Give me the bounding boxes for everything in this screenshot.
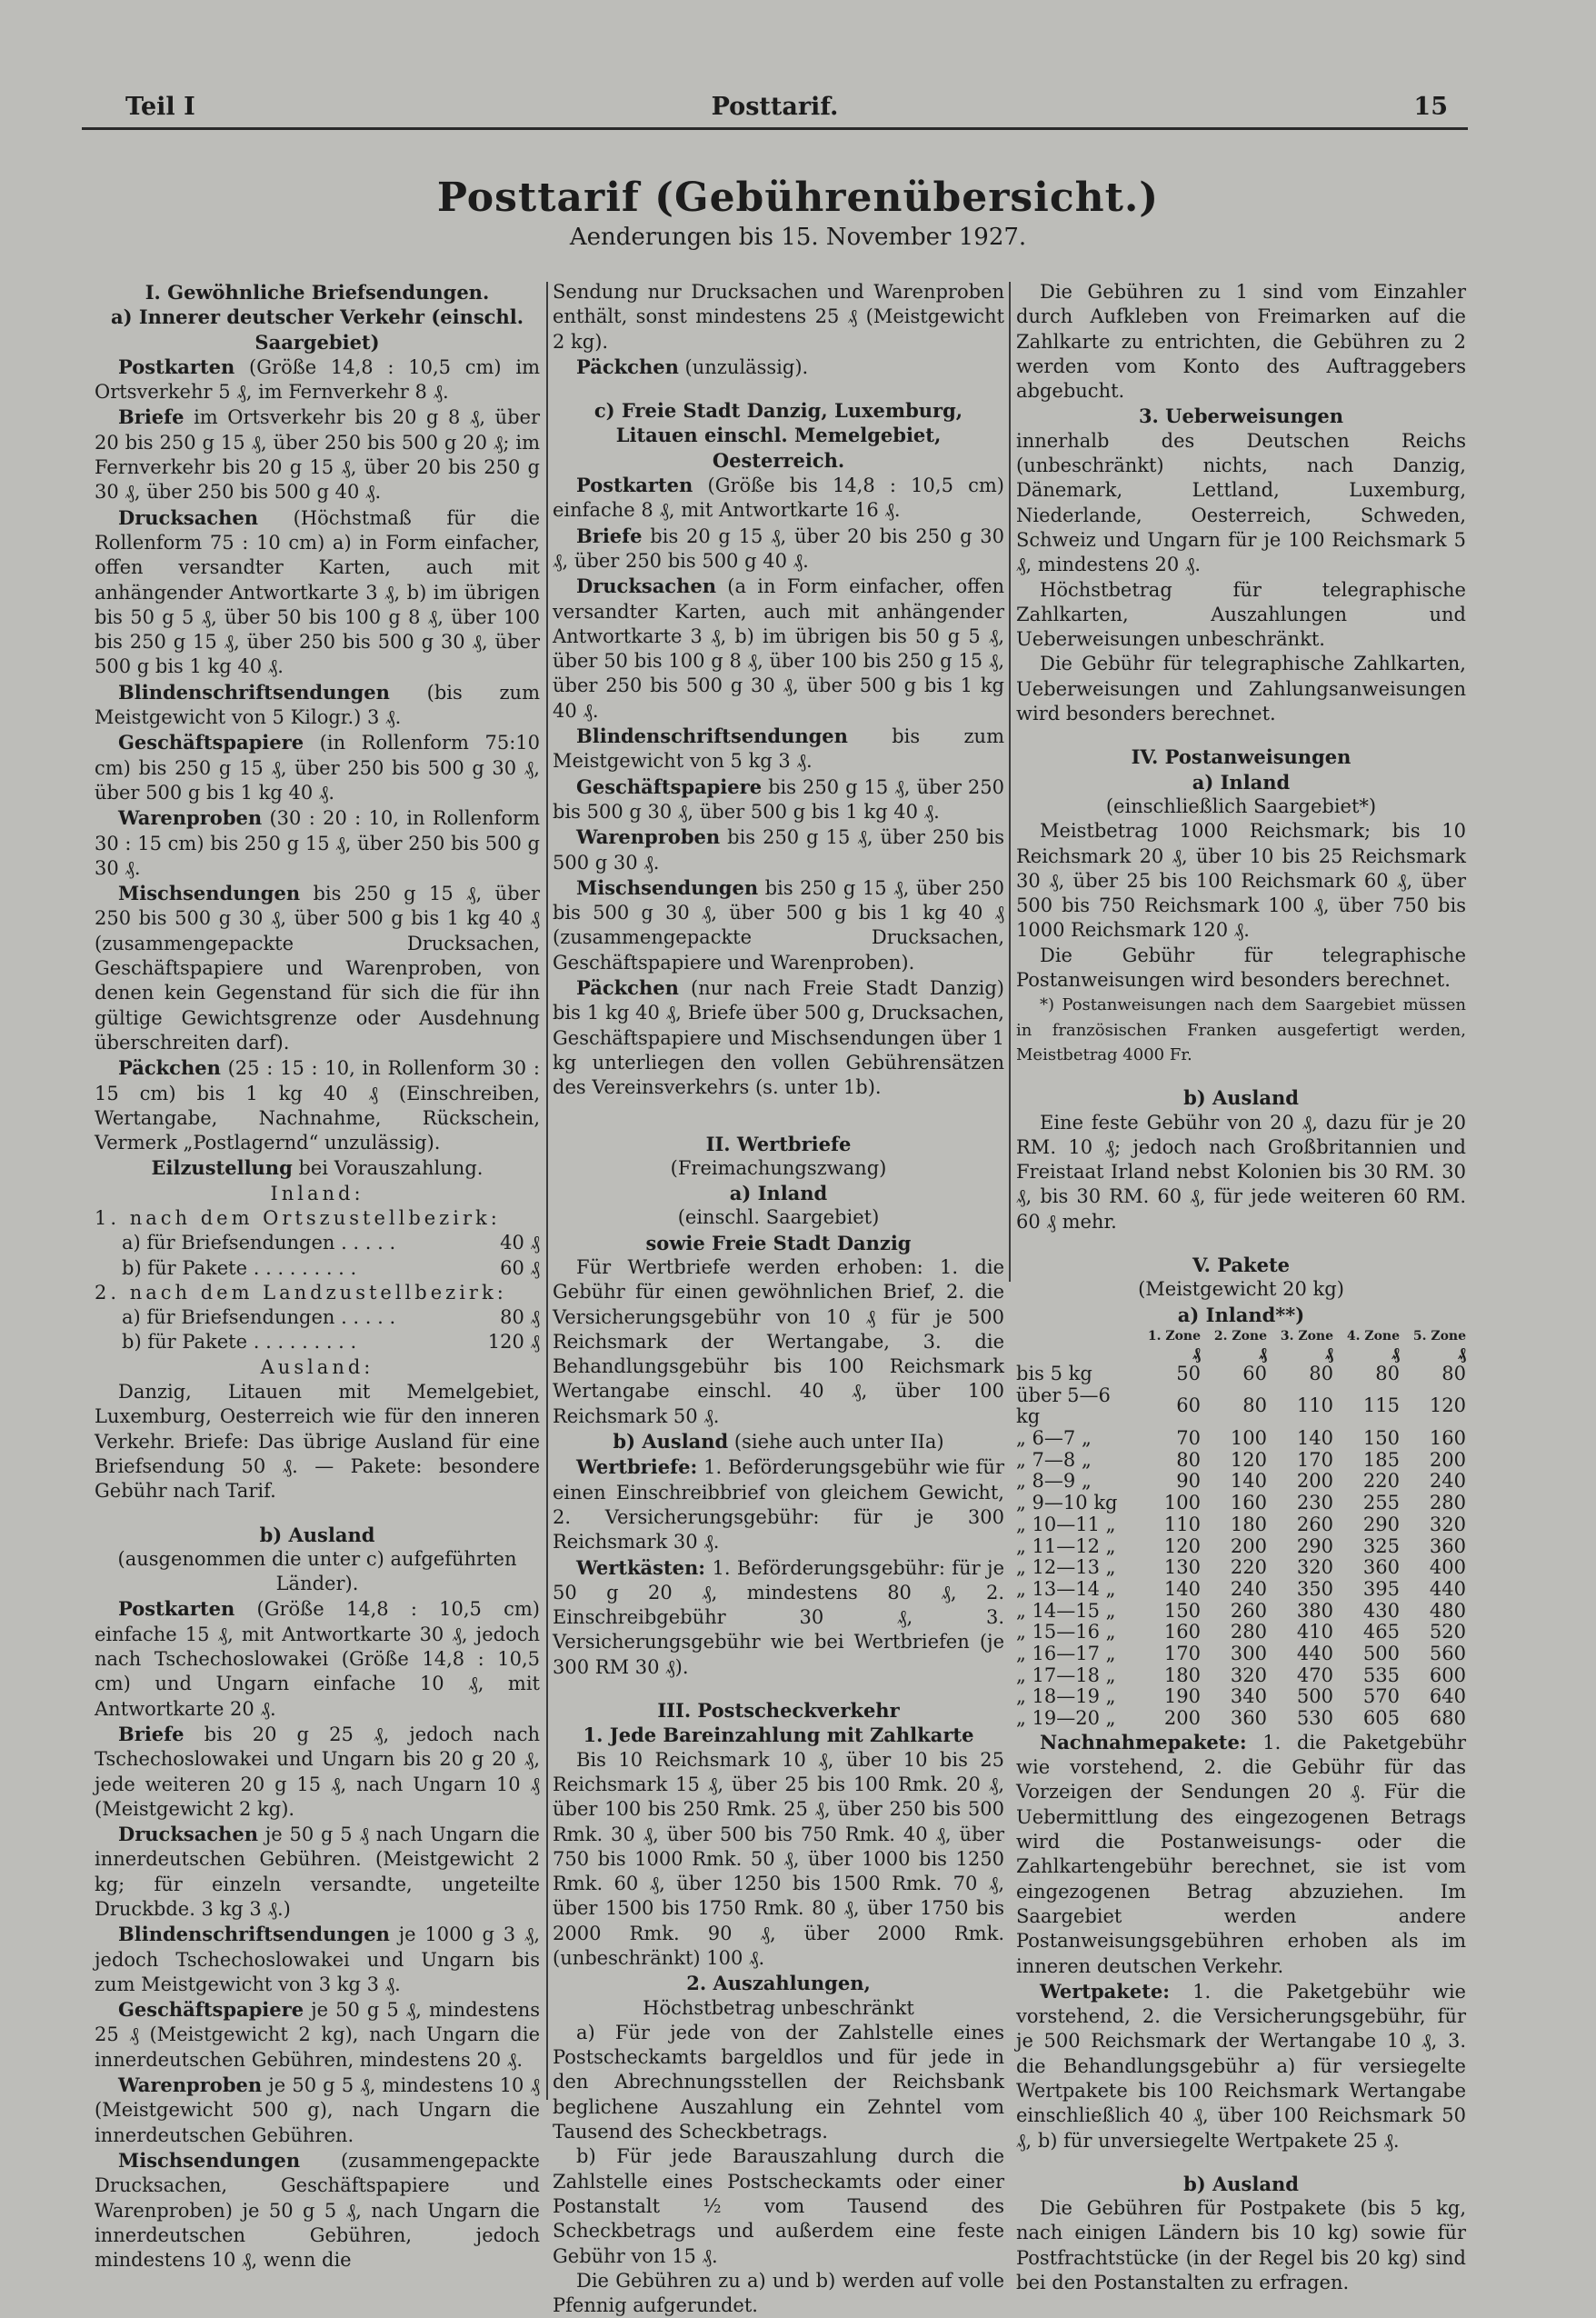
zone-fee: 560 xyxy=(1429,1643,1466,1665)
zone-fee: 140 xyxy=(1230,1470,1267,1493)
paragraph: Mischsendungen bis 250 g 15 ₰, über 250 bis 500 g 30 ₰, über 500 g bis 1 kg 40 ₰ (zusammengepackte Drucksachen, Geschäftspapiere und Warenproben). xyxy=(553,875,1004,974)
zone-fee: 440 xyxy=(1296,1643,1333,1665)
section-heading: II. Wertbriefe xyxy=(705,1132,852,1155)
paragraph: Postkarten (Größe 14,8 : 10,5 cm) im Ortsverkehr 5 ₰, im Fernverkehr 8 ₰. xyxy=(95,355,540,404)
weight-range: „ 13—14 „ xyxy=(1016,1577,1116,1600)
subsection-heading: b) Ausland xyxy=(259,1523,375,1546)
fee-row: a) für Briefsendungen . . . . . 40 ₰ xyxy=(122,1232,540,1254)
weight-range: „ 15—16 „ xyxy=(1016,1621,1116,1644)
running-header xyxy=(82,87,1468,130)
column-3 xyxy=(1016,280,1466,2295)
weight-range: bis 5 kg xyxy=(1016,1362,1092,1384)
paragraph: Die Gebühren zu 1 sind vom Einzahler durch Aufkleben von Freimarken auf die Zahlkarte zu entrichten, die Gebühren zu 2 werden vom Konto des Auftraggebers abgebucht. xyxy=(1016,281,1466,403)
subsection-note: (einschließlich Saargebiet*) xyxy=(1105,794,1377,817)
zone-fee: 100 xyxy=(1230,1426,1267,1449)
subsection-heading: 1. Jede Bareinzahlung mit Zahlkarte xyxy=(583,1724,974,1747)
weight-range: „ 11—12 „ xyxy=(1016,1534,1116,1557)
section-heading: IV. Postanweisungen xyxy=(1131,745,1352,769)
weight-range: „ 7—8 „ xyxy=(1016,1448,1092,1471)
paragraph: Die Gebühren für Postpakete (bis 5 kg, nach einigen Ländern bis 10 kg) sowie für Postfrachtstücke (in der Regel bis 20 kg) sind bei den Postanstalten zu erfragen. xyxy=(1016,2197,1466,2294)
paragraph: Die Gebühren zu a) und b) werden auf volle Pfennig aufgerundet. xyxy=(553,2269,1004,2317)
unit-symbol: ₰ xyxy=(1192,1344,1201,1364)
paragraph: Blindenschriftsendungen bis zum Meistgewicht von 5 kg 3 ₰. xyxy=(553,724,1004,773)
paragraph: Sendung nur Drucksachen und Warenproben enthält, sonst mindestens 25 ₰ (Meistgewicht 2 kg). xyxy=(553,281,1004,353)
section-note: (Meistgewicht 20 kg) xyxy=(1138,1278,1344,1301)
unit-symbol: ₰ xyxy=(1458,1344,1466,1364)
zone-fee: 180 xyxy=(1230,1513,1267,1535)
zone-fee: 50 xyxy=(1176,1362,1201,1384)
zone-fee: 160 xyxy=(1230,1492,1267,1514)
list-item: 1. nach dem Ortszustellbezirk: xyxy=(95,1206,501,1229)
zone-fee: 570 xyxy=(1362,1685,1400,1708)
zone-header: 5. Zone xyxy=(1412,1328,1466,1344)
paragraph: Drucksachen (a in Form einfacher, offen versandter Karten, auch mit anhängender Antwortkarte 3 ₰, b) im übrigen bis 50 g 5 ₰, über 50 bis 100 g 8 ₰, über 100 bis 250 g 15 ₰, über 250 bis 500 g 30 ₰, über 500 g bis 1 kg 40 ₰. xyxy=(553,575,1004,722)
zone-fee: 110 xyxy=(1296,1394,1333,1417)
table-row xyxy=(1016,1428,1466,1450)
subsection-note: Höchstbetrag unbeschränkt xyxy=(643,1996,914,2019)
zone-fee: 140 xyxy=(1296,1426,1333,1449)
paragraph: Geschäftspapiere bis 250 g 15 ₰, über 250 bis 500 g 30 ₰, über 500 g bis 1 kg 40 ₰. xyxy=(553,774,1004,823)
subsection-heading: a) Innerer deutscher Verkehr (einschl. Saargebiet) xyxy=(110,305,524,354)
unit-symbol: ₰ xyxy=(1325,1344,1333,1364)
subsection-heading: 2. Auszahlungen, xyxy=(686,1972,871,1995)
subsection-heading: b) Ausland xyxy=(1183,2172,1299,2195)
zone-fee: 80 xyxy=(1441,1362,1466,1384)
zone-fee: 600 xyxy=(1429,1664,1466,1686)
header-title: Posttarif. xyxy=(711,93,839,121)
paragraph: Höchstbetrag für telegraphische Zahlkarten, Auszahlungen und Ueberweisungen unbeschränkt. xyxy=(1016,578,1466,651)
paragraph: Briefe bis 20 g 25 ₰, jedoch nach Tschechoslowakei und Ungarn bis 20 g 20 ₰, jede weiteren 20 g 15 ₰, nach Ungarn 10 ₰ (Meistgewicht 2 kg). xyxy=(95,1722,540,1820)
zone-fee: 170 xyxy=(1163,1643,1201,1665)
zone-fee: 200 xyxy=(1429,1448,1466,1471)
table-row xyxy=(1016,1686,1466,1708)
weight-range: über 5—6 kg xyxy=(1016,1384,1111,1428)
zone-fee: 200 xyxy=(1296,1470,1333,1493)
zone-fee: 260 xyxy=(1296,1513,1333,1535)
table-row xyxy=(1016,1471,1466,1493)
paragraph: Eilzustellung bei Vorauszahlung. xyxy=(151,1156,484,1180)
paragraph: Postkarten (Größe 14,8 : 10,5 cm) einfache 15 ₰, mit Antwortkarte 30 ₰, jedoch nach Tschechoslowakei (Größe 14,8 : 10,5 cm) und Ungarn einfache 10 ₰, mit Antwortkarte 20 ₰. xyxy=(95,1597,540,1720)
zone-fee: 680 xyxy=(1429,1707,1466,1730)
paragraph: Blindenschriftsendungen (bis zum Meistgewicht von 5 Kilogr.) 3 ₰. xyxy=(95,680,540,729)
paragraph: Drucksachen je 50 g 5 ₰ nach Ungarn die innerdeutschen Gebühren. (Meistgewicht 2 kg; für einzeln versandte, ungeteilte Druckbde. 3 kg 3 ₰.) xyxy=(95,1823,540,1920)
zone-header: 4. Zone xyxy=(1346,1328,1400,1344)
weight-range: „ 10—11 „ xyxy=(1016,1513,1116,1535)
paragraph: Wertpakete: 1. die Paketgebühr wie vorstehend, 2. die Versicherungsgebühr, für je 500 Reichsmark der Wertangabe 10 ₰, 3. die Behandlungsgebühr a) für versiegelte Wertpakete bis 100 Reichsmark Wertangabe einschließlich 40 ₰, über 100 Reichsmark 50 ₰, b) für unversiegelte Wertpakete 25 ₰. xyxy=(1016,1979,1466,2152)
paragraph: Meistbetrag 1000 Reichsmark; bis 10 Reichsmark 20 ₰, über 10 bis 25 Reichsmark 30 ₰, über 25 bis 100 Reichsmark 60 ₰, über 500 bis 750 Reichsmark 100 ₰, über 750 bis 1000 Reichsmark 120 ₰. xyxy=(1016,820,1466,942)
zone-fee: 605 xyxy=(1362,1707,1400,1730)
zone-fee: 230 xyxy=(1296,1492,1333,1514)
section-heading: I. Gewöhnliche Briefsendungen. xyxy=(145,281,490,304)
zone-fee: 110 xyxy=(1163,1513,1201,1535)
zone-fee: 220 xyxy=(1362,1470,1400,1493)
paragraph: Warenproben (30 : 20 : 10, in Rollenform 30 : 15 cm) bis 250 g 15 ₰, über 250 bis 500 g 30 ₰. xyxy=(95,806,540,879)
zone-fee: 380 xyxy=(1296,1599,1333,1622)
zone-fee: 360 xyxy=(1429,1534,1466,1557)
subsection-heading: 3. Ueberweisungen xyxy=(1138,405,1344,428)
paragraph: Wertkästen: 1. Beförderungsgebühr: für je 50 g 20 ₰, mindestens 80 ₰, 2. Einschreibgebühr 30 ₰, 3. Versicherungsgebühr wie bei Wertbriefen (je 300 RM 30 ₰). xyxy=(553,1555,1004,1678)
zone-fee: 90 xyxy=(1176,1470,1201,1493)
fee-row: b) für Pakete . . . . . . . . . 120 ₰ xyxy=(122,1331,540,1354)
zone-fee: 410 xyxy=(1296,1621,1333,1644)
zone-fee: 130 xyxy=(1163,1556,1201,1579)
paragraph: a) Für jede von der Zahlstelle eines Postscheckamts bargeldlos und für jede in den Abrechnungsstellen der Reichsbank beglichene Auszahlung ein Zehntel vom Tausend des Scheckbetrags. xyxy=(553,2021,1004,2143)
zone-fee: 430 xyxy=(1362,1599,1400,1622)
table-row xyxy=(1016,1514,1466,1536)
zone-fee: 150 xyxy=(1163,1599,1201,1622)
subsection-heading: sowie Freie Stadt Danzig xyxy=(645,1231,912,1254)
zone-fee: 120 xyxy=(1230,1448,1267,1471)
zone-fee: 280 xyxy=(1230,1621,1267,1644)
paragraph: Geschäftspapiere (in Rollenform 75:10 cm) bis 250 g 15 ₰, über 250 bis 500 g 30 ₰, über 500 g bis 1 kg 40 ₰. xyxy=(95,731,540,804)
subsection-heading: a) Inland xyxy=(1192,770,1291,794)
paragraph: b) Für jede Barauszahlung durch die Zahlstelle eines Postscheckamts oder einer Postanstalt ½ vom Tausend des Scheckbetrags und außerdem eine feste Gebühr von 15 ₰. xyxy=(553,2145,1004,2267)
zone-fee: 465 xyxy=(1362,1621,1400,1644)
weight-range: „ 9—10 kg xyxy=(1016,1492,1118,1514)
zone-fee: 60 xyxy=(1242,1362,1267,1384)
zone-fee: 200 xyxy=(1230,1534,1267,1557)
zone-fee: 500 xyxy=(1362,1643,1400,1665)
subsection-heading: a) Inland**) xyxy=(1177,1303,1305,1326)
zone-fee: 160 xyxy=(1429,1426,1466,1449)
paragraph: innerhalb des Deutschen Reichs (unbeschränkt) nichts, nach Danzig, Dänemark, Lettland, Luxemburg, Niederlande, Oesterreich, Schweden, Schweiz und Ungarn für je 100 Reichsmark 5 ₰, mindestens 20 ₰. xyxy=(1016,429,1466,576)
paragraph: Die Gebühr für telegraphische Zahlkarten, Ueberweisungen und Zahlungsanweisungen wird besonders berechnet. xyxy=(1016,653,1466,725)
header-part: Teil I xyxy=(125,93,195,121)
subsection-heading: a) Inland xyxy=(729,1182,828,1205)
weight-range: „ 12—13 „ xyxy=(1016,1556,1116,1579)
subsection-heading: b) Ausland (siehe auch unter IIa) xyxy=(613,1430,944,1454)
paragraph: Briefe bis 20 g 15 ₰, über 20 bis 250 g 30 ₰, über 250 bis 500 g 40 ₰. xyxy=(553,524,1004,572)
zone-fee: 395 xyxy=(1362,1577,1400,1600)
zone-fee: 520 xyxy=(1429,1621,1466,1644)
subheading-ausland: Ausland: xyxy=(260,1355,374,1378)
paragraph: Warenproben bis 250 g 15 ₰, über 250 bis 500 g 30 ₰. xyxy=(553,825,1004,874)
zone-fee: 200 xyxy=(1163,1707,1201,1730)
zone-header: 3. Zone xyxy=(1280,1328,1333,1344)
zone-fee: 115 xyxy=(1362,1394,1400,1417)
weight-range: „ 8—9 „ xyxy=(1016,1470,1092,1493)
paragraph: Danzig, Litauen mit Memelgebiet, Luxemburg, Oesterreich wie für den inneren Verkehr. Briefe: Das übrige Ausland für eine Briefsendung 50 ₰. — Pakete: besondere Gebühr nach Tarif. xyxy=(95,1381,540,1503)
paragraph: Drucksachen (Höchstmaß für die Rollenform 75 : 10 cm) a) in Form einfacher, offen versandter Karten, auch mit anhängender Antwortkarte 3 ₰, b) im übrigen bis 50 g 5 ₰, über 50 bis 100 g 8 ₰, über 100 bis 250 g 15 ₰, über 250 bis 500 g 30 ₰, über 500 g bis 1 kg 40 ₰. xyxy=(95,505,540,678)
column-2 xyxy=(553,280,1004,2318)
zone-header: 2. Zone xyxy=(1213,1328,1267,1344)
zone-fee: 360 xyxy=(1230,1707,1267,1730)
zone-fee: 240 xyxy=(1429,1470,1466,1493)
unit-symbol: ₰ xyxy=(1392,1344,1400,1364)
zone-header: 1. Zone xyxy=(1147,1328,1201,1344)
zone-fee: 120 xyxy=(1163,1534,1201,1557)
zone-fee: 170 xyxy=(1296,1448,1333,1471)
zone-fee: 190 xyxy=(1163,1685,1201,1708)
table-row xyxy=(1016,1557,1466,1579)
zone-fee: 120 xyxy=(1429,1394,1466,1417)
table-row xyxy=(1016,1493,1466,1514)
section-note: (Freimachungszwang) xyxy=(670,1156,887,1179)
subsection-note: (einschl. Saargebiet) xyxy=(677,1206,880,1229)
fee-row: a) für Briefsendungen . . . . . 80 ₰ xyxy=(122,1306,540,1329)
subheading-inland: Inland: xyxy=(270,1182,364,1204)
column-rule-right xyxy=(1009,282,1011,1282)
weight-range: „ 17—18 „ xyxy=(1016,1664,1116,1686)
paragraph: Mischsendungen (zusammengepackte Drucksachen, Geschäftspapiere und Warenproben) je 50 g 5 ₰, nach Ungarn die innerdeutschen Gebühren, jedoch mindestens 10 ₰, wenn die xyxy=(95,2148,540,2272)
zone-fee: 340 xyxy=(1230,1685,1267,1708)
page-title: Posttarif (Gebührenübersicht.) xyxy=(436,175,1160,221)
zone-fee: 260 xyxy=(1230,1599,1267,1622)
unit-symbol: ₰ xyxy=(1259,1344,1267,1364)
column-1 xyxy=(95,280,540,2273)
weight-range: „ 6—7 „ xyxy=(1016,1426,1092,1449)
zone-fee: 535 xyxy=(1362,1664,1400,1686)
zone-fee: 500 xyxy=(1296,1685,1333,1708)
table-row xyxy=(1016,1708,1466,1730)
zone-fee: 240 xyxy=(1230,1577,1267,1600)
zone-fee: 255 xyxy=(1362,1492,1400,1514)
zone-fee: 160 xyxy=(1163,1621,1201,1644)
subsection-note: (ausgenommen die unter c) aufgeführten Länder). xyxy=(117,1547,517,1595)
zone-fee: 280 xyxy=(1429,1492,1466,1514)
zone-fee: 140 xyxy=(1163,1577,1201,1600)
paragraph: Die Gebühr für telegraphische Postanweisungen wird besonders berechnet. xyxy=(1016,944,1466,992)
zone-fee: 350 xyxy=(1296,1577,1333,1600)
table-row xyxy=(1016,1579,1466,1601)
zone-fee: 400 xyxy=(1429,1556,1466,1579)
zone-fee: 325 xyxy=(1362,1534,1400,1557)
zone-fee: 80 xyxy=(1309,1362,1333,1384)
zone-fee: 70 xyxy=(1176,1426,1201,1449)
table-row xyxy=(1016,1622,1466,1644)
zone-fee: 470 xyxy=(1296,1664,1333,1686)
paragraph: Bis 10 Reichsmark 10 ₰, über 10 bis 25 Reichsmark 15 ₰, über 25 bis 100 Rmk. 20 ₰, über 100 bis 250 Rmk. 25 ₰, über 250 bis 500 Rmk. 30 ₰, über 500 bis 750 Rmk. 40 ₰, über 750 bis 1000 Rmk. 50 ₰, über 1000 bis 1250 Rmk. 60 ₰, über 1250 bis 1500 Rmk. 70 ₰, über 1500 bis 1750 Rmk. 80 ₰, über 1750 bis 2000 Rmk. 90 ₰, über 2000 Rmk. (unbeschränkt) 100 ₰. xyxy=(553,1748,1004,1969)
paragraph: Blindenschriftsendungen je 1000 g 3 ₰, jedoch Tschechoslowakei und Ungarn bis zum Meistgewicht von 3 kg 3 ₰. xyxy=(95,1923,540,1995)
zone-fee: 180 xyxy=(1163,1664,1201,1686)
zone-fee: 60 xyxy=(1176,1394,1201,1417)
zone-header-row xyxy=(1016,1327,1466,1345)
section-heading: V. Pakete xyxy=(1192,1253,1291,1276)
zone-fee: 150 xyxy=(1362,1426,1400,1449)
paragraph: Nachnahmepakete: 1. die Paketgebühr wie vorstehend, 2. die Gebühr für das Vorzeigen der Sendungen 20 ₰. Für die Uebermittlung des eingezogenen Betrags wird die Postanweisungs- oder die Zahlkartengebühr berechnet, sie ist vom eingezogenen Betrag abzuziehen. Im Saargebiet werden andere Postanweisungsgebühren erhoben als im inneren deutschen Verkehr. xyxy=(1016,1730,1466,1977)
table-row xyxy=(1016,1364,1466,1385)
zone-fee: 360 xyxy=(1362,1556,1400,1579)
table-row xyxy=(1016,1536,1466,1558)
paragraph: Päckchen (unzulässig). xyxy=(576,355,809,378)
zone-fee: 220 xyxy=(1230,1556,1267,1579)
list-item: 2. nach dem Landzustellbezirk: xyxy=(95,1281,507,1304)
zone-unit-row xyxy=(1016,1345,1466,1364)
paragraph: Päckchen (nur nach Freie Stadt Danzig) bis 1 kg 40 ₰, Briefe über 500 g, Drucksachen, Geschäftspapiere und Mischsendungen über 1 kg unterliegen den vollen Gebührensätzen des Vereinsverkehrs (s. unter 1b). xyxy=(553,976,1004,1099)
parcel-zone-table xyxy=(1016,1327,1466,1730)
page-number: 15 xyxy=(1413,93,1448,121)
zone-fee: 290 xyxy=(1296,1534,1333,1557)
paragraph: Wertbriefe: 1. Beförderungsgebühr wie für einen Einschreibbrief von gleichem Gewicht, 2. Versicherungsgebühr: für je 300 Reichsmark 30 ₰. xyxy=(553,1455,1004,1554)
paragraph: Für Wertbriefe werden erhoben: 1. die Gebühr für einen gewöhnlichen Brief, 2. die Versicherungsgebühr von 10 ₰ für je 500 Reichsmark der Wertangabe, 3. die Behandlungsgebühr bis 100 Reichsmark Wertangabe einschl. 40 ₰, über 100 Reichsmark 50 ₰. xyxy=(553,1255,1004,1427)
table-row xyxy=(1016,1601,1466,1623)
subsection-heading: c) Freie Stadt Danzig, Luxemburg, Litauen einschl. Memelgebiet, Oesterreich. xyxy=(594,399,963,472)
weight-range: „ 16—17 „ xyxy=(1016,1643,1116,1665)
zone-fee: 100 xyxy=(1163,1492,1201,1514)
zone-fee: 530 xyxy=(1296,1707,1333,1730)
page-subtitle: Aenderungen bis 15. November 1927. xyxy=(569,224,1027,251)
paragraph: Warenproben je 50 g 5 ₰, mindestens 10 ₰ (Meistgewicht 500 g), nach Ungarn die innerdeutschen Gebühren. xyxy=(95,2073,540,2146)
weight-range: „ 18—19 „ xyxy=(1016,1685,1116,1708)
weight-range: „ 19—20 „ xyxy=(1016,1707,1116,1730)
weight-range: „ 14—15 „ xyxy=(1016,1599,1116,1622)
table-row xyxy=(1016,1665,1466,1687)
paragraph: Postkarten (Größe bis 14,8 : 10,5 cm) einfache 8 ₰, mit Antwortkarte 16 ₰. xyxy=(553,474,1004,522)
paragraph: Päckchen (25 : 15 : 10, in Rollenform 30 : 15 cm) bis 1 kg 40 ₰ (Einschreiben, Wertangabe, Nachnahme, Rückschein, Vermerk „Postlagernd“ unzulässig). xyxy=(95,1056,540,1154)
table-row xyxy=(1016,1644,1466,1665)
zone-fee: 440 xyxy=(1429,1577,1466,1600)
zone-fee: 80 xyxy=(1242,1394,1267,1417)
fee-row: b) für Pakete . . . . . . . . . 60 ₰ xyxy=(122,1256,540,1279)
zone-fee: 80 xyxy=(1375,1362,1400,1384)
column-rule-left xyxy=(546,282,548,2100)
paragraph: Eine feste Gebühr von 20 ₰, dazu für je 20 RM. 10 ₰; jedoch nach Großbritannien und Freistaat Irland nebst Kolonien bis 30 RM. 30 ₰, bis 30 RM. 60 ₰, für jede weiteren 60 RM. 60 ₰ mehr. xyxy=(1016,1111,1466,1233)
table-row xyxy=(1016,1450,1466,1472)
zone-fee: 640 xyxy=(1429,1685,1466,1708)
paragraph: Briefe im Ortsverkehr bis 20 g 8 ₰, über 20 bis 250 g 15 ₰, über 250 bis 500 g 20 ₰; im Fernverkehr bis 20 g 15 ₰, über 20 bis 250 g 30 ₰, über 250 bis 500 g 40 ₰. xyxy=(95,405,540,504)
zone-fee: 300 xyxy=(1230,1643,1267,1665)
zone-fee: 290 xyxy=(1362,1513,1400,1535)
zone-fee: 320 xyxy=(1429,1513,1466,1535)
subsection-heading: b) Ausland xyxy=(1183,1086,1299,1110)
footnote: *) Postanweisungen nach dem Saargebiet müssen in französischen Franken ausgefertigt werden, Meistbetrag 4000 Fr. xyxy=(1016,995,1466,1064)
paragraph: Geschäftspapiere je 50 g 5 ₰, mindestens 25 ₰ (Meistgewicht 2 kg), nach Ungarn die innerdeutschen Gebühren, mindestens 20 ₰. xyxy=(95,1998,540,2071)
zone-fee: 480 xyxy=(1429,1599,1466,1622)
zone-fee: 320 xyxy=(1230,1664,1267,1686)
paragraph: Mischsendungen bis 250 g 15 ₰, über 250 bis 500 g 30 ₰, über 500 g bis 1 kg 40 ₰ (zusammengepackte Drucksachen, Geschäftspapiere und Warenproben, von denen kein Gegenstand für sich die für ihn gültige Gewichtsgrenze oder Ausdehnung überschreiten darf). xyxy=(95,882,540,1054)
zone-fee: 185 xyxy=(1362,1448,1400,1471)
section-heading: III. Postscheckverkehr xyxy=(657,1699,900,1723)
zone-table-body xyxy=(1016,1364,1466,1730)
zone-fee: 320 xyxy=(1296,1556,1333,1579)
table-row xyxy=(1016,1385,1466,1428)
zone-fee: 80 xyxy=(1176,1448,1201,1471)
